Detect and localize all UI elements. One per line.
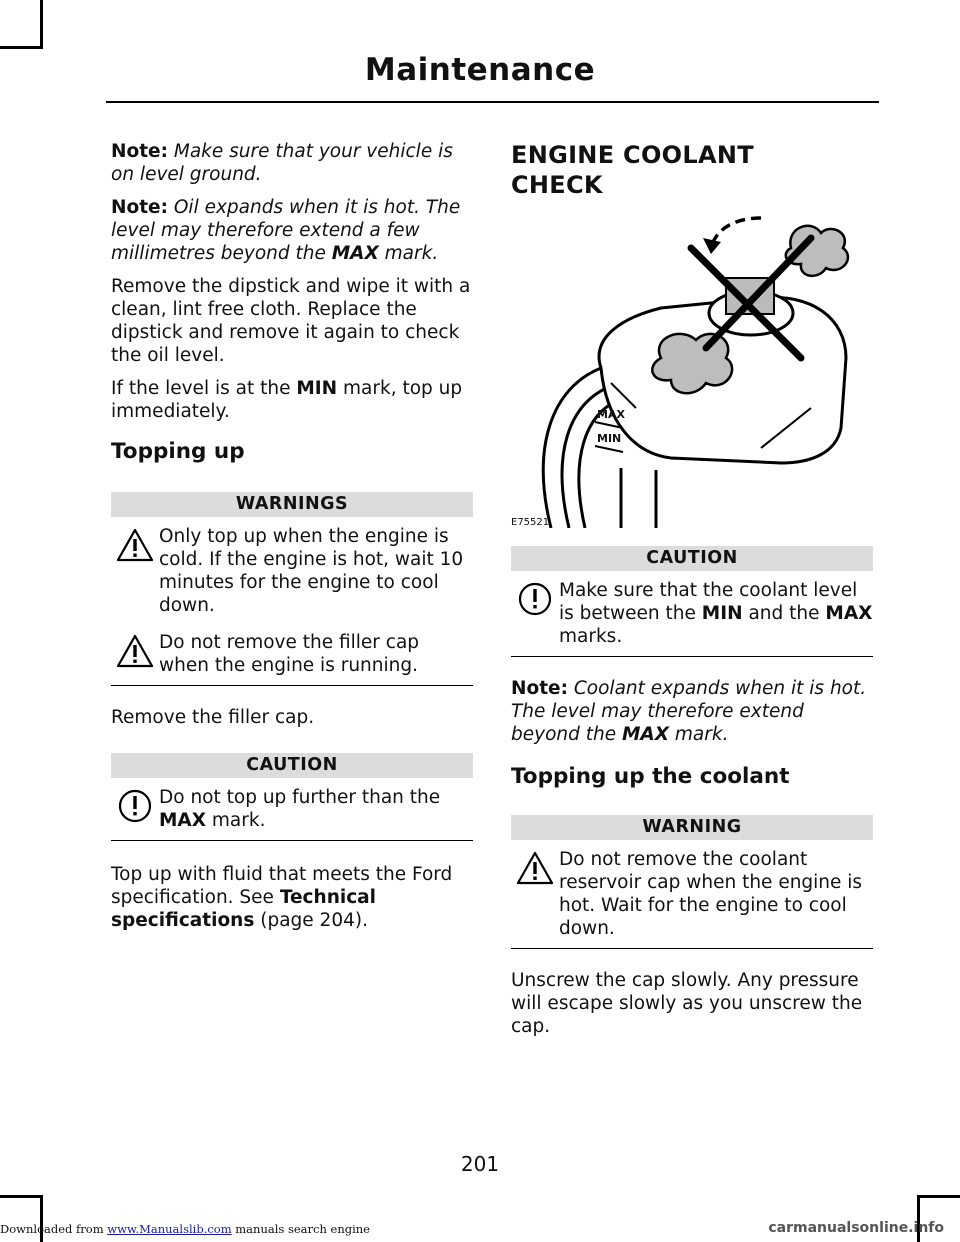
technical-specifications-link[interactable]: Technical specifications — [111, 887, 376, 931]
caution-divider — [111, 840, 473, 841]
caution-item: Make sure that the coolant level is between the MIN and the MAX marks. — [511, 579, 873, 648]
caution-divider — [511, 656, 873, 657]
crop-mark — [0, 46, 43, 49]
crop-mark — [917, 1195, 960, 1198]
page-number: 201 — [460, 1152, 500, 1176]
caution-header: CAUTION — [511, 546, 873, 571]
download-footer: Downloaded from www.Manualslib.com manuals search engine — [0, 1222, 370, 1236]
note-coolant-expands: Note: Coolant expands when it is hot. The level may therefore extend beyond the MAX mark. — [511, 678, 867, 745]
note-oil-expands: Note: Oil expands when it is hot. The level may therefore extend a few millimetres beyond the MAX mark. — [111, 197, 461, 264]
right-column — [511, 140, 873, 1048]
watermark: carmanualsonline.info — [768, 1220, 944, 1236]
warnings-divider — [111, 685, 473, 686]
manualslib-link[interactable]: www.Manualslib.com — [107, 1222, 232, 1236]
warning-item: Do not remove the coolant reservoir cap when the engine is hot. Wait for the engine to cool down. — [511, 848, 873, 940]
section-heading-engine-coolant: ENGINE COOLANT CHECK — [511, 141, 754, 199]
max-mark-label: MAX — [597, 408, 625, 421]
warning-triangle-icon — [515, 850, 555, 886]
crop-mark — [40, 0, 43, 48]
warning-header: WARNING — [511, 815, 873, 840]
page-title: Maintenance — [364, 52, 596, 88]
warnings-header: WARNINGS — [111, 492, 473, 517]
min-mark-label: MIN — [597, 432, 622, 445]
caution-item: Do not top up further than the MAX mark. — [111, 786, 473, 832]
coolant-reservoir-illustration — [511, 208, 873, 528]
coolant-reservoir-figure — [511, 208, 873, 528]
caution-circle-icon — [515, 581, 555, 617]
caution-header: CAUTION — [111, 753, 473, 778]
figure-code: E75521 — [511, 517, 550, 528]
unscrew-cap-paragraph: Unscrew the cap slowly. Any pressure will escape slowly as you unscrew the cap. — [511, 970, 863, 1037]
remove-filler-cap: Remove the filler cap. — [111, 707, 315, 728]
title-divider — [106, 101, 879, 103]
warning-triangle-icon — [115, 527, 155, 563]
top-up-fluid-paragraph: Top up with fluid that meets the Ford specification. See Technical specifications (page 204). — [111, 864, 453, 931]
caution-circle-icon — [115, 788, 155, 824]
warning-item: Only top up when the engine is cold. If the engine is hot, wait 10 minutes for the engine to cool down. — [111, 525, 473, 617]
crop-mark — [0, 1195, 43, 1198]
warning-divider — [511, 948, 873, 949]
dipstick-paragraph: Remove the dipstick and wipe it with a clean, lint free cloth. Replace the dipstick and remove it again to check the oil level. — [111, 276, 471, 366]
min-level-paragraph: If the level is at the MIN mark, top up immediately. — [111, 378, 463, 422]
section-heading-topping-up-coolant: Topping up the coolant — [511, 764, 790, 789]
section-heading-topping-up: Topping up — [111, 439, 245, 464]
warning-triangle-icon — [115, 633, 155, 669]
warning-item: Do not remove the filler cap when the engine is running. — [111, 631, 473, 677]
left-column — [111, 140, 473, 942]
note-level-ground: Note: Make sure that your vehicle is on level ground. — [111, 141, 453, 185]
